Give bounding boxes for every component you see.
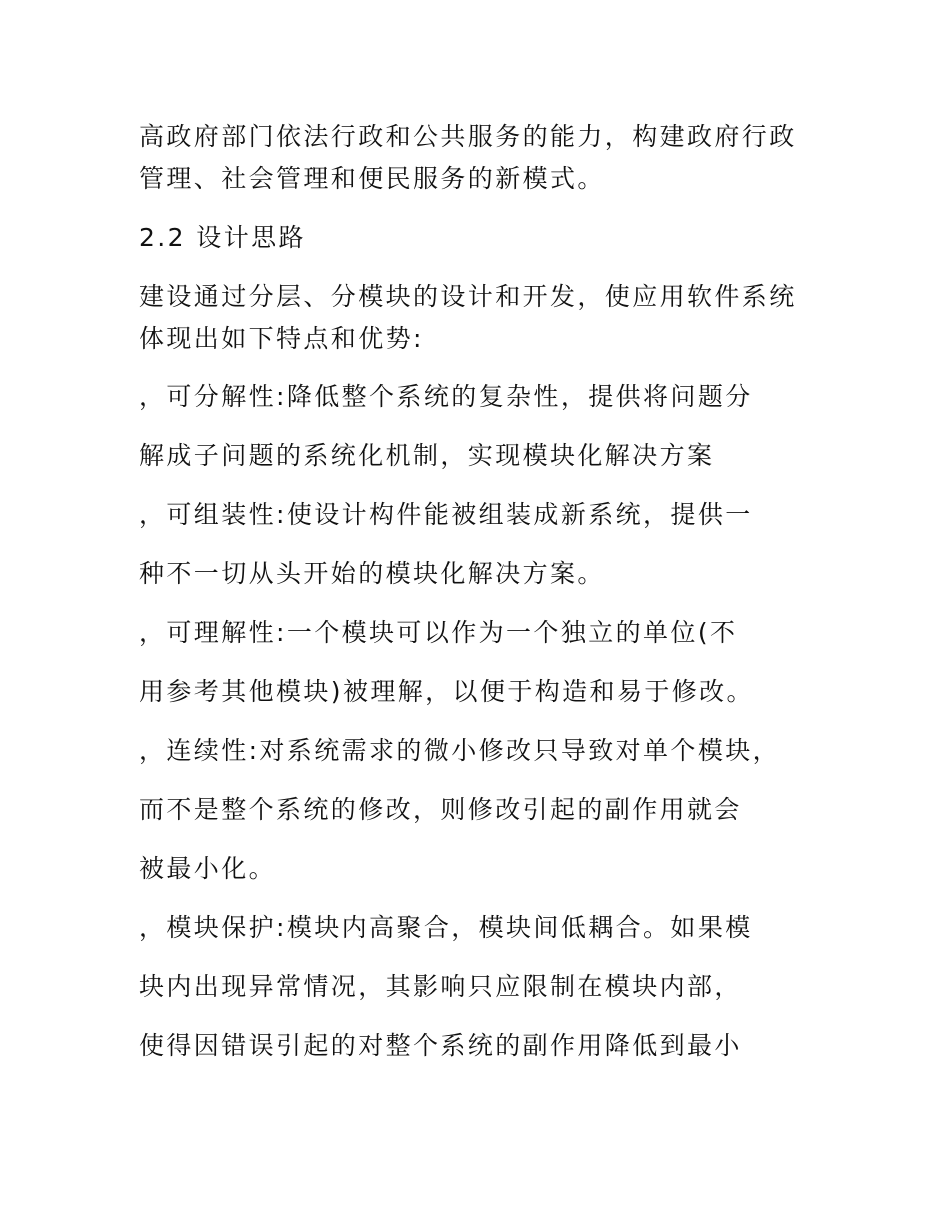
list-item: ，连续性:对系统需求的微小修改只导致对单个模块， — [139, 736, 781, 765]
section-heading: 2.2 设计思路 — [139, 223, 306, 252]
list-item: ，模块保护:模块内高聚合，模块间低耦合。如果模 — [139, 913, 753, 942]
text-line: 用参考其他模块)被理解，以便于构造和易于修改。 — [139, 677, 754, 706]
text-line: 管理、社会管理和便民服务的新模式。 — [139, 164, 605, 193]
text-line: 高政府部门依法行政和公共服务的能力，构建政府行政 — [139, 122, 797, 151]
list-item: ，可分解性:降低整个系统的复杂性，提供将问题分 — [139, 382, 753, 411]
text-line: 种不一切从头开始的模块化解决方案。 — [139, 559, 605, 588]
text-line: 而不是整个系统的修改，则修改引起的副作用就会 — [139, 795, 742, 824]
list-item: ，可理解性:一个模块可以作为一个独立的单位(不 — [139, 618, 738, 647]
list-item: ，可组装性:使设计构件能被组装成新系统，提供一 — [139, 500, 753, 529]
text-line: 解成子问题的系统化机制，实现模块化解决方案 — [139, 441, 715, 470]
text-line: 被最小化。 — [139, 854, 277, 883]
text-line: 使得因错误引起的对整个系统的副作用降低到最小 — [139, 1031, 742, 1060]
text-line: 建设通过分层、分模块的设计和开发，使应用软件系统 — [139, 282, 797, 311]
text-line: 块内出现异常情况，其影响只应限制在模块内部， — [139, 972, 742, 1001]
text-line: 体现出如下特点和优势: — [139, 324, 424, 353]
